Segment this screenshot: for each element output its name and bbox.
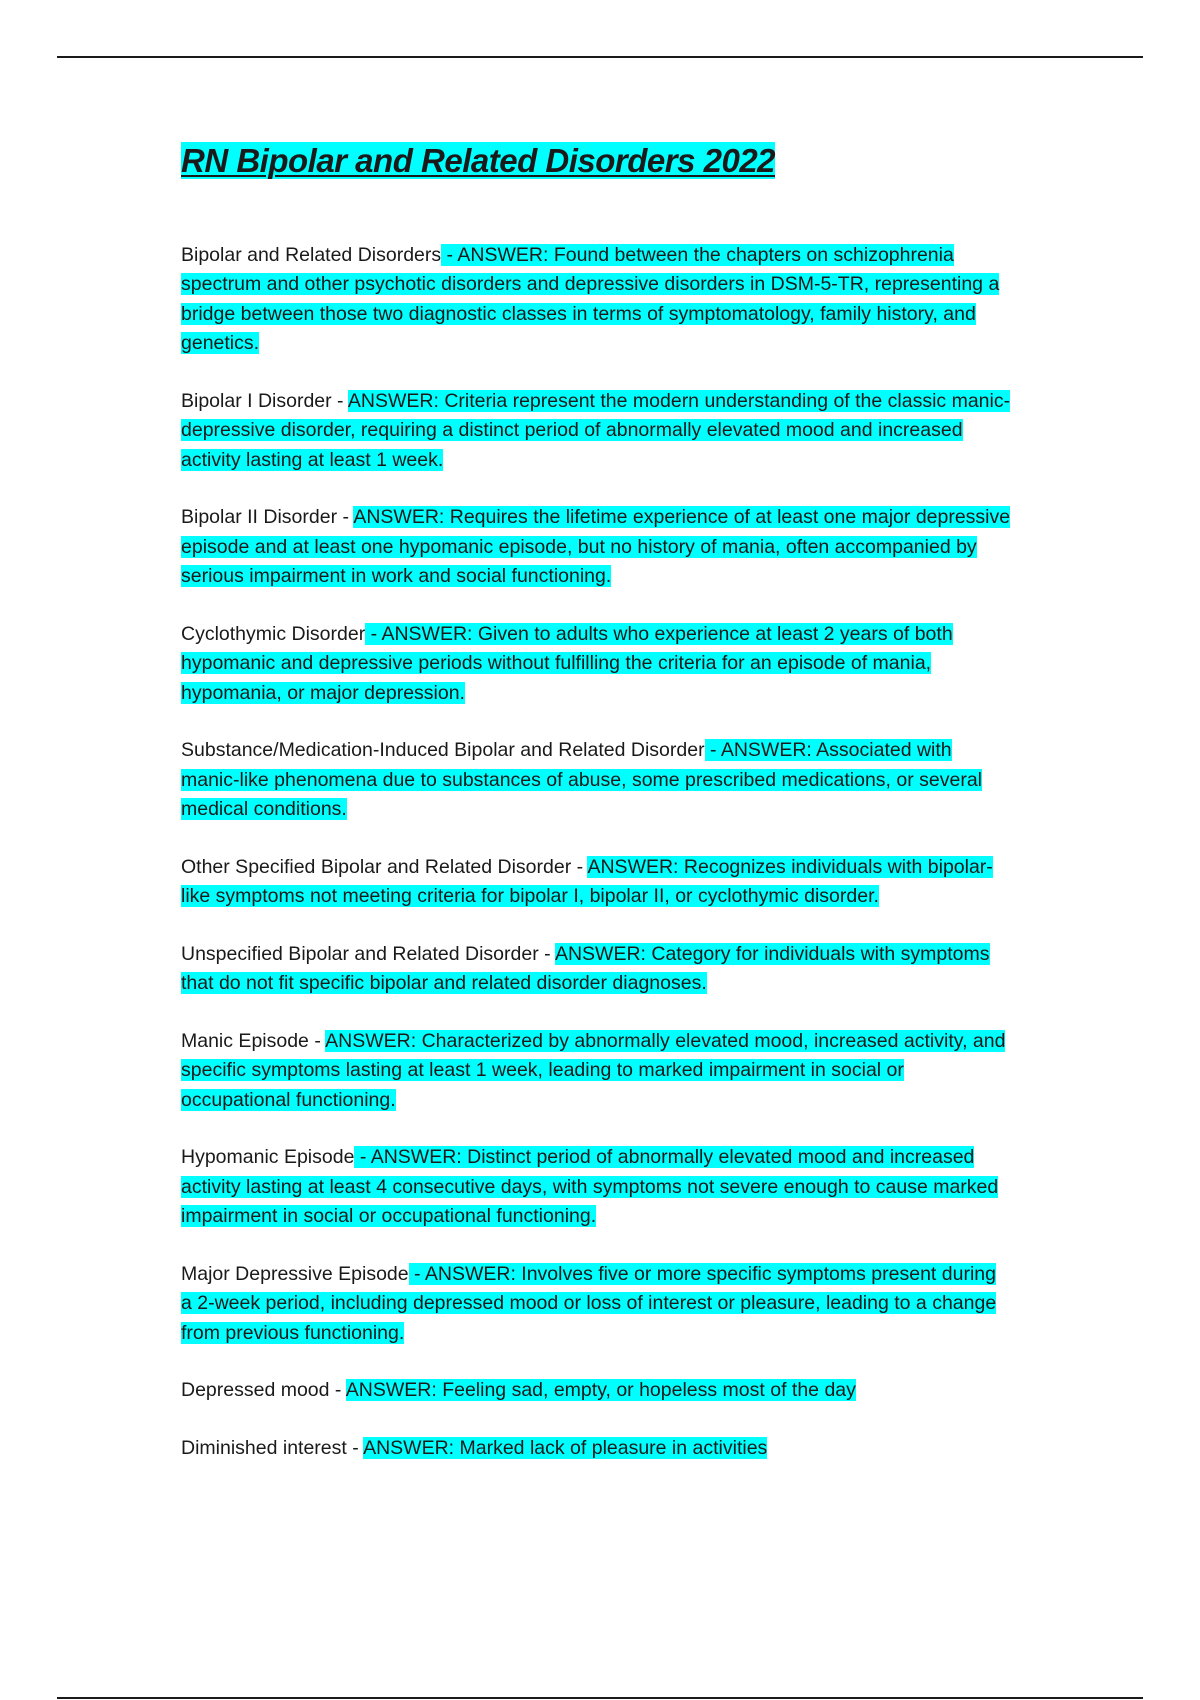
entry-depressed-mood xyxy=(181,1376,1011,1406)
entry-term: Manic Episode - xyxy=(181,1029,326,1052)
entry-cyclothymic-disorder xyxy=(181,620,1011,709)
entry-diminished-interest xyxy=(181,1434,1011,1464)
entry-unspecified-bipolar xyxy=(181,940,1011,999)
entry-answer: - ANSWER: Associated with manic-like phenomena due to substances of abuse, some prescribed medications, or several medical conditions. xyxy=(181,739,983,821)
entry-answer: ANSWER: Recognizes individuals with bipolar-like symptoms not meeting criteria for bipolar I, bipolar II, or cyclothymic disorder. xyxy=(181,855,993,908)
entry-answer: ANSWER: Criteria represent the modern understanding of the classic manic-depressive disorder, requiring a distinct period of abnormally elevated mood and increased activity lasting at least 1 week. xyxy=(181,389,1011,471)
document-title-text: RN Bipolar and Related Disorders 2022 xyxy=(181,142,776,179)
entry-bipolar-i-disorder xyxy=(181,387,1011,476)
entry-term: Diminished interest - xyxy=(181,1436,364,1459)
entry-term: Major Depressive Episode xyxy=(181,1262,409,1285)
entry-hypomanic-episode xyxy=(181,1143,1011,1232)
entry-answer: ANSWER: Requires the lifetime experience of at least one major depressive episode and at least one hypomanic episode, but no history of mania, often accompanied by serious impairment in work and social functioning. xyxy=(181,506,1011,588)
entry-substance-induced-bipolar xyxy=(181,736,1011,825)
document-title xyxy=(181,140,1011,183)
entry-answer: ANSWER: Feeling sad, empty, or hopeless most of the day xyxy=(345,1379,856,1402)
entry-answer: - ANSWER: Found between the chapters on schizophrenia spectrum and other psychotic disorders and depressive disorders in DSM-5-TR, representing a bridge between those two diagnostic classes in terms of symptomatology, family history, and genetics. xyxy=(181,243,1000,355)
header-rule xyxy=(57,56,1143,58)
entry-answer: ANSWER: Characterized by abnormally elevated mood, increased activity, and specific symptoms lasting at least 1 week, leading to marked impairment in social or occupational functioning. xyxy=(181,1029,1006,1111)
entry-term: Unspecified Bipolar and Related Disorder - xyxy=(181,942,555,965)
entry-answer: - ANSWER: Distinct period of abnormally elevated mood and increased activity lasting at least 4 consecutive days, with symptoms not severe enough to cause marked impairment in social or occupational functioning. xyxy=(181,1146,999,1228)
entry-manic-episode xyxy=(181,1027,1011,1116)
footer-rule xyxy=(57,1697,1143,1699)
entry-answer: ANSWER: Category for individuals with symptoms that do not fit specific bipolar and related disorder diagnoses. xyxy=(181,942,990,995)
entry-answer: ANSWER: Marked lack of pleasure in activities xyxy=(363,1436,768,1459)
entry-term: Bipolar II Disorder - xyxy=(181,506,354,529)
entry-bipolar-ii-disorder xyxy=(181,503,1011,592)
document-body xyxy=(181,140,1011,1491)
entry-answer: - ANSWER: Involves five or more specific symptoms present during a 2-week period, including depressed mood or loss of interest or pleasure, leading to a change from previous functioning. xyxy=(181,1262,997,1344)
entry-answer: - ANSWER: Given to adults who experience at least 2 years of both hypomanic and depressive periods without fulfilling the criteria for an episode of mania, hypomania, or major depression. xyxy=(181,622,953,704)
entry-term: Bipolar I Disorder - xyxy=(181,389,348,412)
entry-term: Bipolar and Related Disorders xyxy=(181,243,442,266)
entry-term: Substance/Medication-Induced Bipolar and Related Disorder xyxy=(181,739,705,762)
entry-term: Other Specified Bipolar and Related Disorder - xyxy=(181,855,588,878)
entry-term: Depressed mood - xyxy=(181,1379,346,1402)
entry-bipolar-and-related-disorders xyxy=(181,241,1011,359)
entry-term: Cyclothymic Disorder xyxy=(181,622,366,645)
entry-other-specified-bipolar xyxy=(181,853,1011,912)
entry-term: Hypomanic Episode xyxy=(181,1146,355,1169)
entry-major-depressive-episode xyxy=(181,1260,1011,1349)
